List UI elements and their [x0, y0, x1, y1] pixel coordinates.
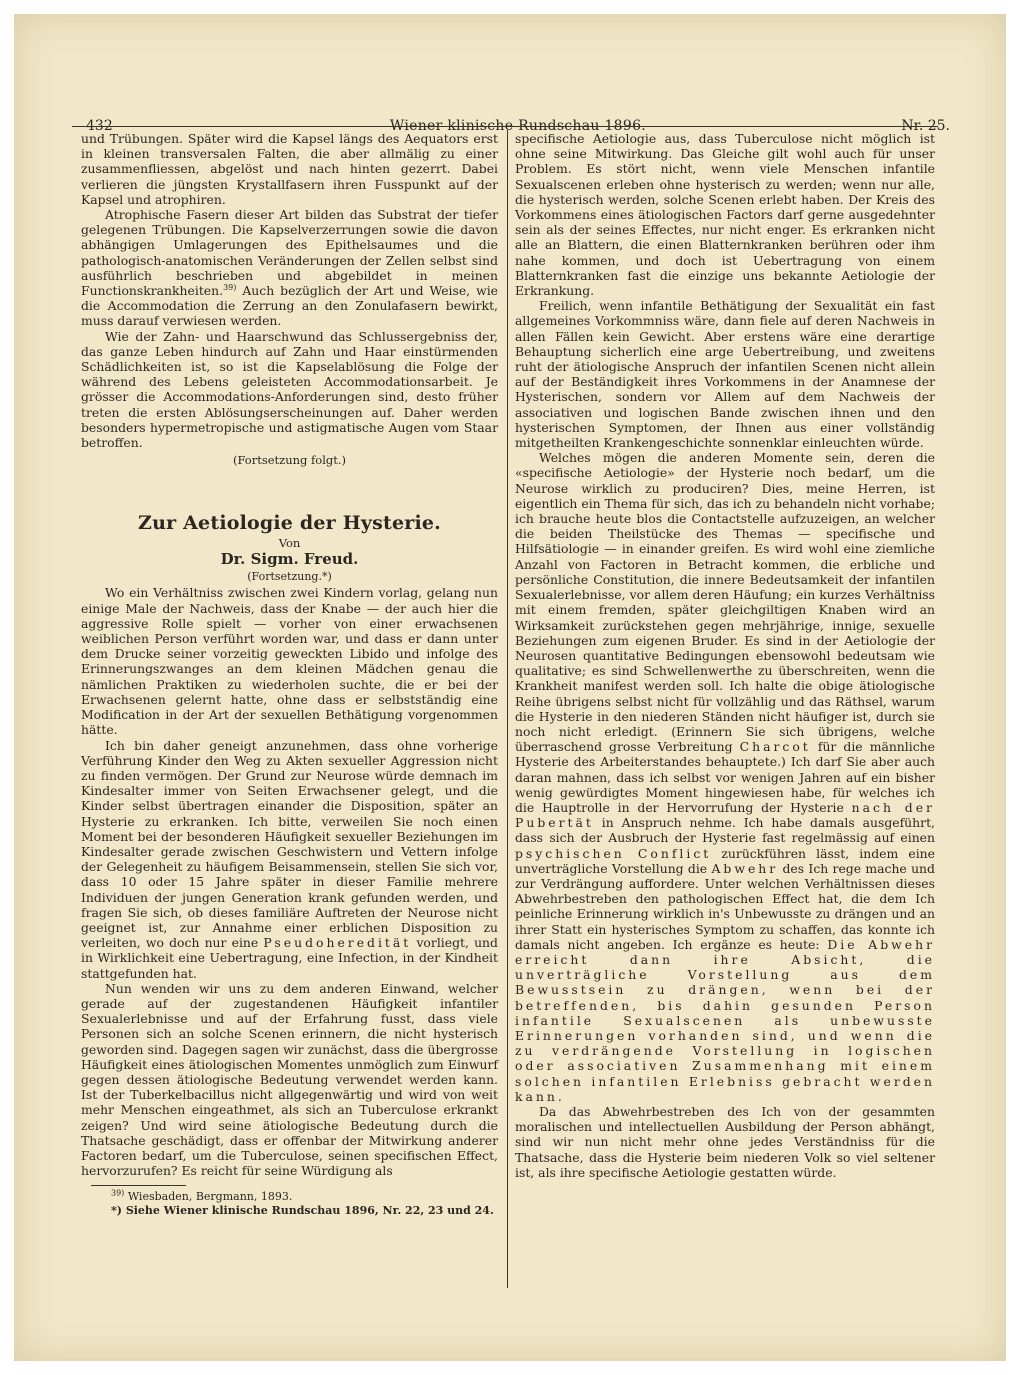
footnote-ref: 39): [223, 282, 237, 292]
footnote-mark: 39): [111, 1188, 125, 1198]
right-column: [515, 131, 935, 1180]
emphasis-text: Die Abwehr erreicht dann ihre Absicht, die unverträgliche Vorstellung aus dem Bewusstsein zu drängen, wenn bei der betreffenden, bis dahin gesunden Person infantile Sexualscenen als unbewusste Erinnerungen vorhanden sind, und wenn die zu verdrängende Vorstellung in logischen oder associativen Zusammenhang mit einem solchen infantilen Erlebniss gebracht werden kann.: [515, 936, 935, 1104]
paragraph: Da das Abwehrbestreben des Ich von der gesammten moralischen und intellectuellen Ausbildung der Person abhängt, sind wir nun nicht mehr ohne jedes Verständniss für die Thatsache, dass die Hysterie beim niederen Volk so viel seltener ist, als ihre specifische Aetiologie gestatten würde.: [515, 1104, 935, 1180]
emphasis-text: Abwehr: [711, 860, 779, 876]
issue-number: Nr. 25.: [901, 118, 950, 134]
footnote-text: Wiesbaden, Bergmann, 1893.: [127, 1190, 293, 1204]
byline-von: Von: [278, 536, 301, 551]
emphasis-text: Charcot: [739, 739, 811, 755]
emphasis-text: Pseudoheredität: [263, 935, 412, 951]
paragraph-text: des Ich rege mache und zur Verdrängung auffordere. Unter welchen Verhältnissen dieses Abwehrbestreben den pathologischen Effect hat, die dem Ich peinliche Erinnerung wirklich in's Unbewusste zu drängen und an ihrer Statt ein hysterisches Symptom zu schaffen, das konnte ich damals nicht angeben. Ich ergänze es heute:: [515, 860, 935, 952]
paragraph-text: Atrophische Fasern dieser Art bilden das Substrat der tiefer gelegenen Trübungen. Die Kapselverzerrungen sowie die davon abhängigen Umlagerungen des Epithelsaumes und die pathologisch-anatomischen Veränderungen der Zellen selbst sind ausführlich beschrieben und abgebildet in meinen Functionskrankheiten.: [81, 207, 498, 299]
left-column: [81, 131, 498, 1218]
article-title: Zur Aetiologie der Hysterie.: [138, 512, 441, 535]
emphasis-text: nach der Pubertät: [515, 799, 935, 831]
paragraph-text: für die männliche Hysterie des Arbeiterstandes behauptete.) Ich darf Sie aber auch daran mahnen, dass ich selbst vor wenigen Jahren auf ein bisher wenig gewürdigtes Moment hingewiesen habe, für welches ich die Hauptrolle in der Hervorrufung der Hysterie: [515, 739, 935, 815]
footnote-mark: *): [111, 1204, 122, 1218]
paragraph: Wo ein Verhältniss zwischen zwei Kindern vorlag, gelang nun einige Male der Nachweis, dass der Knabe — der auch hier die aggressive Rolle spielt — vorher von einer erwachsenen weiblichen Person verführt worden war, und dass er dann unter dem Drucke seiner vorzeitig geweckten Libido und infolge des Erinnerungszwanges an dem kleinen Mädchen genau die nämlichen Praktiken zu wiederholen suchte, die er bei der Erwachsenen gelernt hatte, ohne dass er selbstständig eine Modification in der Art der sexuellen Bethätigung vorgenommen hätte.: [81, 585, 498, 738]
paragraph: und Trübungen. Später wird die Kapsel längs des Aequators erst in kleinen transversalen Falten, die aber allmälig zu einer zusammenfliessen, abgelöst und nach hinten gezerrt. Dabei verlieren die jüngsten Krystallfasern ihren Fusspunkt auf der Kapsel und atrophiren.: [81, 131, 498, 207]
paragraph-text: in Anspruch nehme. Ich habe damals ausgeführt, dass sich der Ausbruch der Hysterie fast regelmässig auf einen: [515, 815, 935, 846]
page-number: 432: [86, 118, 113, 134]
paragraph: specifische Aetiologie aus, dass Tuberculose nicht möglich ist ohne seine Mitwirkung. Das Gleiche gilt wohl auch für unser Problem. Es stört nicht, wenn viele Menschen infantile Sexualscenen erleben ohne hysterisch zu werden; wenn nur alle, die hysterisch werden, solche Scenen erlebt haben. Der Kreis des Vorkommens eines ätiologischen Factors darf gerne ausgedehnter sein als der seines Effectes, nur nicht enger. Es erkranken nicht alle an Blattern, die einen Blatternkranken berühren oder ihm nahe kommen, und doch ist Uebertragung von einem Blatternkranken fast die einzige uns bekannte Aetiologie der Erkrankung.: [515, 131, 935, 299]
column-divider: [507, 130, 508, 1288]
paragraph-text: Welches mögen die anderen Momente sein, deren die «specifische Aetiologie» der Hysterie noch bedarf, um die Neurose wirklich zu produciren? Dies, meine Herren, ist eigentlich ein Thema für sich, das ich zu behandeln nicht vorhabe; ich brauche heute blos die Contactstelle aufzuzeigen, an welcher die beiden Theilstücke des Themas — specifische und Hilfsätiologie — in einander greifen. Es wird wohl eine ziemliche Anzahl von Factoren in Betracht kommen, die erbliche und persönliche Constitution, die innere Bedeutsamkeit der infantilen Sexualerlebnisse, vor allem deren Häufung; ein kurzes Verhältniss mit einem fremden, später gleichgiltigen Knaben wird an Wirksamkeit zurückstehen gegen mehrjährige, innige, sexuelle Beziehungen zum eigenen Bruder. Es sind in der Aetiologie der Neurosen quantitative Bedingungen ebensowohl bedeutsam wie qualitative; es sind Schwellenwerthe zu überschreiten, wenn die Krankheit manifest werden soll. Ich halte die obige ätiologische Reihe übrigens selbst nicht für vollzählig und das Räthsel, warum die Hysterie in den niederen Ständen nicht häufiger ist, durch sie noch nicht erledigt. (Erinnern Sie sich übrigens, welche überraschend grosse Verbreitung: [515, 450, 935, 755]
paragraph-text: zurückführen lässt, indem eine unverträgliche Vorstellung die: [515, 845, 935, 876]
header-rule: [72, 126, 938, 127]
paragraph-text: Auch bezüglich der Art und Weise, wie die Accommodation die Zerrung an den Zonulafasern bewirkt, muss darauf verwiesen werden.: [81, 283, 498, 329]
journal-title: Wiener klinische Rundschau 1896.: [389, 118, 647, 134]
paragraph-text: vorliegt, und in Wirklichkeit eine Uebertragung, eine Infection, in der Kindheit stattgefunden hat.: [81, 935, 498, 981]
paragraph-text: Ich bin daher geneigt anzunehmen, dass ohne vorherige Verführung Kinder den Weg zu Akten sexueller Aggression nicht zu finden vermögen. Der Grund zur Neurose würde demnach im Kindesalter immer von Seiten Erwachsener gelegt, und die Kinder selbst übertragen einander die Disposition, später an Hysterie zu erkranken. Ich bitte, verweilen Sie noch einen Moment bei der besonderen Häufigkeit sexueller Beziehungen im Kindesalter gerade zwischen Geschwistern und Vettern infolge der Gelegenheit zu häufigem Beisammensein, stellen Sie sich vor, dass 10 oder 15 Jahre später in dieser Familie mehrere Individuen der jungen Generation krank gefunden werden, und fragen Sie sich, ob dieses familiäre Auftreten der Neurose nicht geeignet ist, zur Annahme einer erblichen Disposition zu verleiten, wo doch nur eine: [81, 737, 498, 951]
footnote-text: Siehe Wiener klinische Rundschau 1896, Nr. 22, 23 und 24.: [125, 1204, 494, 1218]
paragraph: Wie der Zahn- und Haarschwund das Schlussergebniss der, das ganze Leben hindurch auf Zahn und Haar einstürmenden Schädlichkeiten ist, so ist die Kapselablösung die Folge der während des Lebens geleisteten Accommodationsarbeit. Je grösser die Accommodations-Anforderungen sind, desto früher treten die ersten Ablösungserscheinungen auf. Daher werden besonders hypermetropische und astigmatische Augen vom Staar betroffen.: [81, 328, 498, 451]
footnote: [81, 1204, 498, 1218]
article-author: Dr. Sigm. Freud.: [220, 550, 359, 569]
article-continuation-note: (Fortsetzung.*): [247, 570, 332, 584]
paragraph: Nun wenden wir uns zu dem anderen Einwand, welcher gerade auf der zugestandenen Häufigkeit infantiler Sexualerlebnisse und auf der Erfahrung fusst, dass viele Personen sich an solche Scenen erinnern, die nicht hysterisch geworden sind. Dagegen sagen wir zunächst, dass die übergrosse Häufigkeit eines ätiologischen Momentes unmöglich zum Einwurf gegen dessen ätiologische Bedeutung verwendet werden kann. Ist der Tuberkelbacillus nicht allgegenwärtig und wird von weit mehr Menschen eingeathmet, als sich an Tuberculose erkrankt zeigen? Und wird seine ätiologische Bedeutung durch die Thatsache geschädigt, dass er offenbar der Mitwirkung anderer Factoren bedarf, um die Tuberculose, seinen specifischen Effect, hervorzurufen? Es reicht für seine Würdigung als: [81, 980, 498, 1179]
footnote: [81, 1190, 498, 1204]
paragraph: [515, 450, 935, 1104]
paragraph: [81, 738, 498, 981]
emphasis-text: psychischen Conflict: [515, 845, 712, 861]
footnote-rule: [91, 1185, 186, 1186]
paragraph: Freilich, wenn infantile Bethätigung der Sexualität ein fast allgemeines Vorkommniss wäre, dann fiele auf deren Nachweis in allen Fällen kein Gewicht. Aber erstens wäre eine derartige Behauptung sicherlich eine arge Uebertreibung, und zweitens ruht der ätiologische Anspruch der infantilen Scenen nicht allein auf der Beständigkeit ihres Vorkommens in der Anamnese der Hysterischen, sondern vor Allem auf dem Nachweis der associativen und logischen Bande zwischen ihnen und den hysterischen Symptomen, der Ihnen aus einer vollständig mitgetheilten Krankengeschichte sonnenklar einleuchten würde.: [515, 298, 935, 451]
paragraph: [81, 207, 498, 329]
continuation-note: (Fortsetzung folgt.): [232, 453, 347, 468]
